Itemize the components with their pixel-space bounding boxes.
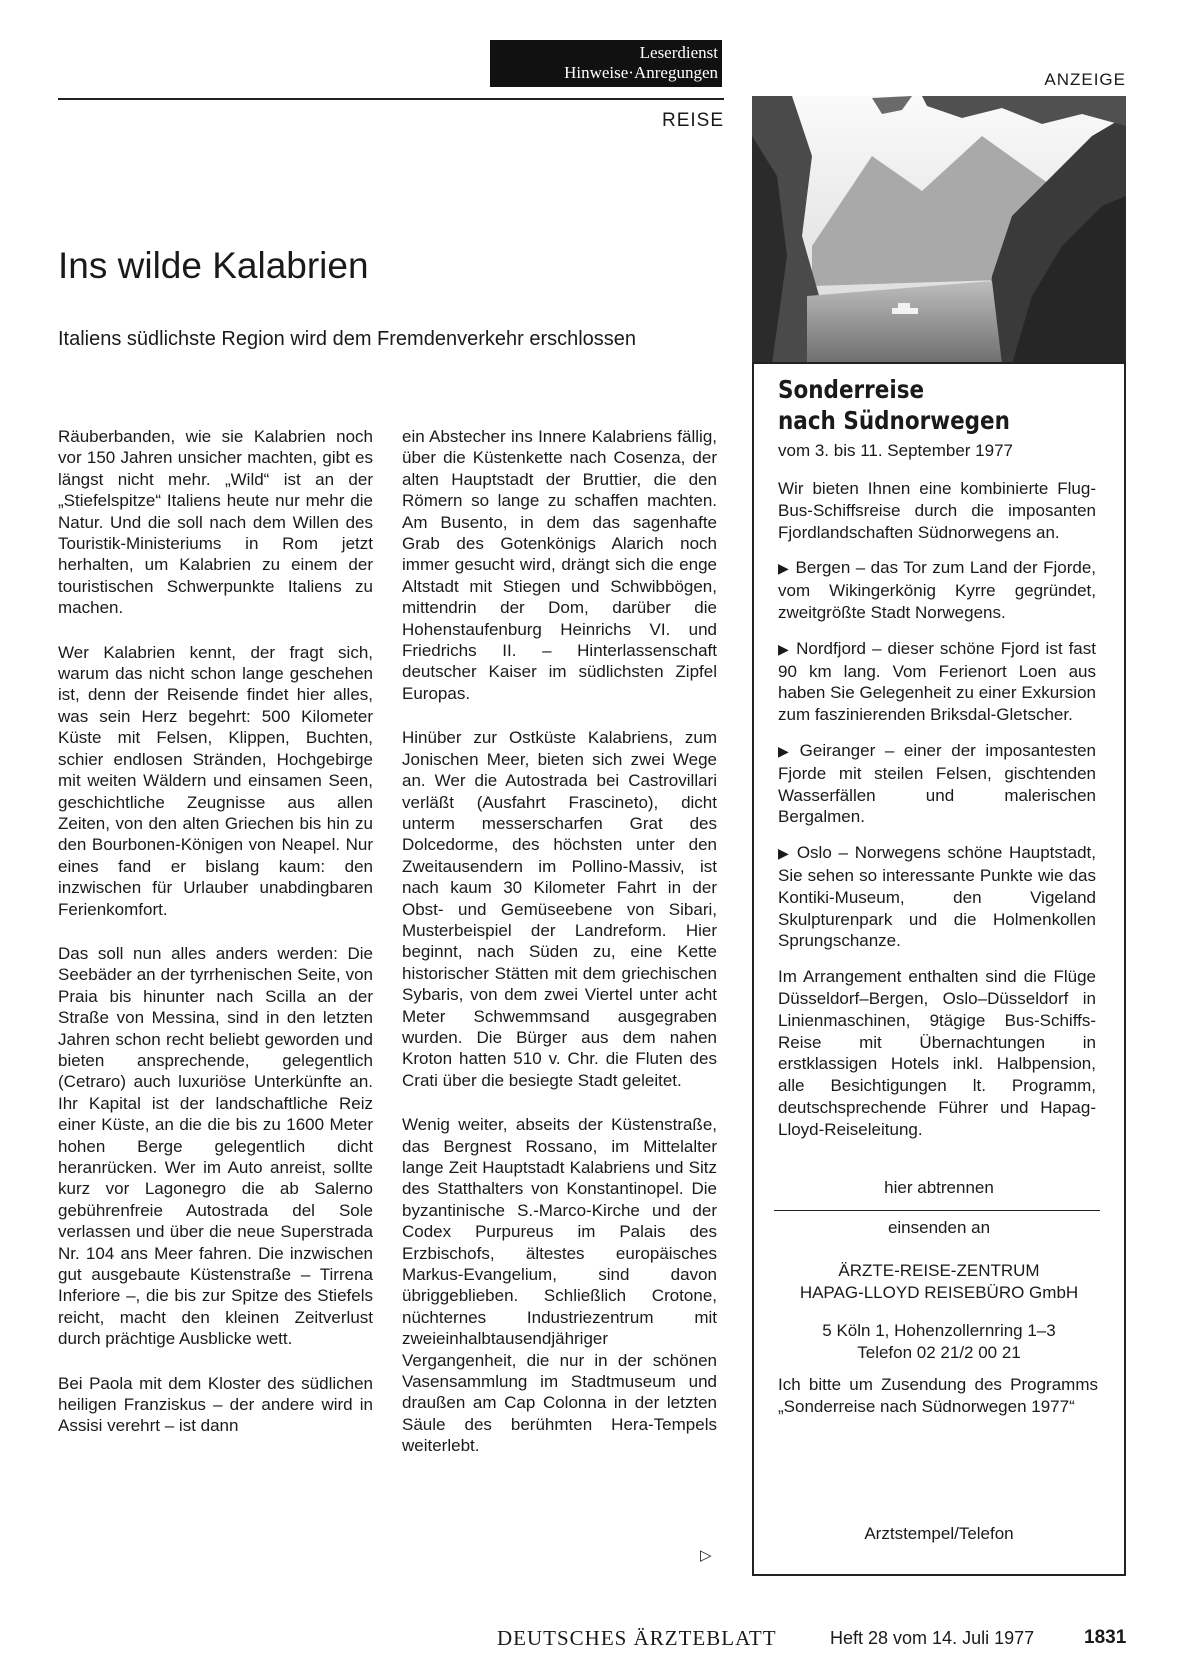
company-phone: Telefon 02 21/2 00 21: [857, 1343, 1021, 1362]
paragraph: Bei Paola mit dem Kloster des südlichen heiligen Franziskus – der andere wird in Assisi verehrt – ist dann: [58, 1373, 373, 1436]
issue-info: Heft 28 vom 14. Juli 1977: [830, 1628, 1035, 1648]
ad-bullet: [778, 740, 1096, 828]
continue-arrow-icon: ▷: [700, 1547, 712, 1564]
ad-marker: ANZEIGE: [1044, 70, 1126, 89]
article-title: Ins wilde Kalabrien: [58, 245, 369, 286]
ad-bullet-text: Bergen – das Tor zum Land der Fjorde, vom Wikingerkönig Kyrre gegründet, zweitgrößte Stadt Norwegens.: [778, 558, 1096, 622]
fjord-photo: [752, 96, 1126, 364]
badge-line-2: Hinweise·Anregungen: [564, 63, 718, 82]
company-name: [754, 1260, 1124, 1304]
ad-bullet-text: Oslo – Norwegens schöne Hauptstadt, Sie sehen so interessante Punkte wie das Kontiki-Museum, den Vigeland Skulpturenpark und die Holmenkollen Sprungschanze.: [778, 843, 1096, 951]
company-line-2: HAPAG-LLOYD REISEBÜRO GmbH: [799, 1283, 1079, 1302]
stamp-label: Arztstempel/Telefon: [864, 1524, 1014, 1543]
cut-label: hier abtrennen: [884, 1178, 994, 1197]
ad-body: [778, 478, 1096, 1141]
section-label: REISE: [661, 110, 724, 131]
paragraph: Hinüber zur Ostküste Kalabriens, zum Jonischen Meer, bieten sich zwei Wege an. Wer die Autostrada bei Castrovillari verläßt (Ausfahrt Frascineto), dicht unterm messerscharfen Grat des Dolcedorme, des höchsten unter den Zweitausendern im Pollino-Massiv, ist nach kaum 30 Kilometer Fahrt in der Obst- und Gemüseebene von Sibari, Musterbeispiel der Landreform. Hier beginnt, nach Süden zu, eine Kette historischer Stätten mit dem griechischen Sybaris, von dem zwei Viertel unter acht Meter Schwemmsand ausgegraben wurden. Die Bürger aus dem nahen Kroton hatten 510 v. Chr. die Fluten des Crati über die besiegte Stadt geleitet.: [402, 728, 717, 1090]
paragraph: Wer Kalabrien kennt, der fragt sich, warum das nicht schon lange geschehen ist, denn der Reisende findet hier alles, was sein Herz begehrt: 500 Kilometer Küste mit Felsen, Klippen, Buchten, schier endlosen Stränden, Hochgebirge mit weiten Wäldern und einsamen Seen, geschichtliche Zeugnisse aus allen Zeiten, von den alten Griechen bis hin zu den Bourbonen-Königen von Neapel. Nur eines fand er bislang kaum: den inzwischen für Urlauber unabdingbaren Ferienkomfort.: [58, 642, 373, 919]
ad-bullet-text: Nordfjord – dieser schöne Fjord ist fast 90 km lang. Vom Ferienort Loen aus haben Sie Gelegenheit zu einer Exkursion zum faszinierenden Briksdal-Gletscher.: [778, 638, 1096, 725]
paragraph: Räuberbanden, wie sie Kalabrien noch vor 150 Jahren unsicher machten, gibt es längst nicht mehr. „Wild“ ist an der „Stiefelspitze“ Italiens heute nur mehr die Natur. Und die soll nach dem Willen des Touristik-Ministeriums in Rom jetzt herhalten, um Kalabrien zu einem der touristischen Schwerpunkte Italiens zu machen.: [58, 427, 373, 618]
article-column-1: [58, 426, 373, 1460]
page-number: 1831: [1084, 1627, 1127, 1648]
company-contact: [754, 1320, 1124, 1364]
travel-advertisement: [752, 362, 1126, 1576]
ad-bullet: [778, 557, 1096, 623]
request-text: Ich bitte um Zusendung des Programms „Sonderreise nach Südnorwegen 1977“: [778, 1375, 1098, 1416]
bullet-arrow-icon: ▶: [778, 640, 791, 657]
company-address: 5 Köln 1, Hohenzollernring 1–3: [822, 1321, 1056, 1340]
ad-title-line-1: Sonderreise: [778, 375, 925, 404]
article-column-2: [402, 426, 717, 1480]
send-to-label: einsenden an: [887, 1218, 991, 1237]
ad-bullet: [778, 842, 1096, 952]
paragraph: ein Abstecher ins Innere Kalabriens fällig, über die Küstenkette nach Cosenza, der alten Hauptstadt der Bruttier, die den Römern so lange zu schaffen machten. Am Busento, in dem das sagenhafte Grab des Gotenkönigs Alarich noch immer gesucht wird, drängt sich die enge Altstadt mit Stiegen und Schwibbögen, mittendrin der Dom, darüber die Hohenstaufenburg Heinrichs VI. und Friedrichs II. – Hinterlassenschaft deutscher Kaiser im südlichsten Zipfel Europas.: [402, 427, 717, 703]
ad-bullet: [778, 638, 1096, 726]
ad-date: vom 3. bis 11. September 1977: [778, 441, 1013, 460]
bullet-arrow-icon: ▶: [778, 742, 794, 759]
ad-title-line-2: nach Südnorwegen: [778, 406, 1010, 435]
header-rule: [58, 98, 724, 100]
bullet-arrow-icon: ▶: [778, 845, 791, 862]
ad-bullet-text: Geiranger – einer der imposantesten Fjorde mit steilen Felsen, gischtenden Wasserfällen und malerischen Bergalmen.: [778, 740, 1096, 827]
paragraph: Wenig weiter, abseits der Küstenstraße, das Bergnest Rossano, im Mittelalter lange Zeit Hauptstadt Kalabriens und Sitz des Statthalters von Konstantinopel. Die byzantinische S.-Marco-Kirche und der Codex Purpureus im Palais des Erzbischofs, ältestes europäisches Markus-Evangelium, sind davon übriggeblieben. Schließlich Crotone, nüchternes Industriezentrum mit zweieinhalbtausendjähriger Vergangenheit, die nur in der schönen Vasensammlung im Stadtmuseum und draußen am Cap Colonna in der letzten Säule des berühmten Hera-Tempels weiterlebt.: [402, 1115, 717, 1456]
article-subtitle: Italiens südlichste Region wird dem Fremdenverkehr erschlossen: [58, 328, 637, 350]
badge-line-1: Leserdienst: [639, 43, 718, 62]
paragraph: Das soll nun alles anders werden: Die Seebäder an der tyrrhenischen Seite, von Praia bis hinunter nach Scilla an der Straße von Messina, sind in den letzten Jahren schon recht beliebt geworden und bieten ansprechende, gelegentlich (Cetraro) auch luxuriöse Unterkünfte an. Ihr Kapital ist der landschaftliche Reiz einer Küste, an die die bis zu 1600 Meter hohen Berge gelegentlich dicht heranrücken. Wer im Auto anreist, sollte kurz vor Lagonegro die ab Salerno gebührenfreie Autostrada del Sole verlassen und über die neue Superstrada Nr. 104 ans Meer fahren. Die inzwischen gut ausgebaute Küstenstraße – Tirrena Inferiore –, die bis zur Spitze des Stiefels reicht, macht den kleinen Zeitverlust durch prächtige Ausblicke wett.: [58, 943, 373, 1349]
journal-name: DEUTSCHES ÄRZTEBLATT: [497, 1626, 777, 1650]
ad-intro: Wir bieten Ihnen eine kombinierte Flug-Bus-Schiffsreise durch die imposanten Fjordlandschaften Südnorwegens an.: [778, 479, 1096, 542]
company-line-1: ÄRZTE-REISE-ZENTRUM: [838, 1261, 1040, 1280]
bullet-arrow-icon: ▶: [778, 560, 790, 577]
leserdienst-badge: [490, 40, 722, 87]
ad-arrangement: Im Arrangement enthalten sind die Flüge Düsseldorf–Bergen, Oslo–Düsseldorf in Linienmaschinen, 9tägige Bus-Schiffs-Reise mit Übernachtungen in erstklassigen Hotels inkl. Halbpension, alle Besichtigungen lt. Programm, deutschsprechende Führer und Hapag-Lloyd-Reiseleitung.: [778, 967, 1096, 1139]
cut-line: [774, 1210, 1100, 1211]
